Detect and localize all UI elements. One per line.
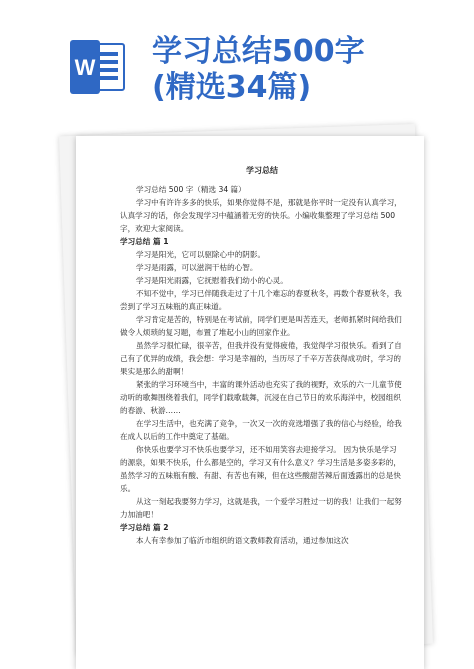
banner-title-line1: 学习总结500字 (152, 34, 365, 69)
paragraph: 你快乐也要学习不快乐也要学习，还不如用笑容去迎接学习。 因为快乐是学习的源泉，如果不快乐，什么都是空的，学习又有什么意义？学习生活是多姿多彩的，虽然学习的五味瓶有酸、有甜、有苦也有辣，但在这些酸甜苦辣后面透露出的总是快乐。 (120, 445, 401, 493)
paragraph: 紧张的学习环境当中，丰富的课外活动也充实了我的视野，欢乐的六一儿童节使动听的歌舞围绕着我们，同学们载歌载舞，沉浸在自己节日的欢乐海洋中，校园组织的春游、秋游…… (120, 380, 402, 415)
paragraph: 从这一刻起我要努力学习，这就是我，一个爱学习胜过一切的我！让我们一起努力加油吧！ (120, 497, 402, 519)
document-page (76, 136, 424, 669)
paragraph: 学习中有许许多多的快乐，如果你觉得不是，那就是你平时一定没有认真学习，认真学习的话，你会发现学习中蕴涵着无穷的快乐。小编收集整理了学习总结 500 字，欢迎大家阅读。 (120, 198, 402, 233)
paragraph: 学习是阳光雨露，它抚慰着我们幼小的心灵。 (136, 276, 288, 285)
paragraph: 学习是阳光，它可以驱除心中的阴影。 (136, 250, 266, 259)
paragraph: 不知不觉中，学习已伴随我走过了十几个难忘的春夏秋冬，再数个春夏秋冬，我尝到了学习五味瓶的真正味道。 (120, 289, 402, 311)
paragraph: 虽然学习很忙碌，很辛苦，但我并没有觉得疲倦，我觉得学习很快乐。看到了自己有了优异的成绩，我会想：学习是幸福的，当历尽了千辛万苦获得成功时，学习的果实是那么的甜啊！ (120, 341, 402, 376)
document-blocks (120, 183, 404, 547)
paragraph: 学习是雨露，可以滋润干枯的心智。 (136, 263, 258, 272)
paragraph: 在学习生活中，也充满了竞争，一次又一次的竞选增强了我的信心与经验，给我在成人以后的工作中奠定了基础。 (120, 419, 402, 441)
banner-title (152, 34, 464, 106)
document-body (120, 164, 404, 547)
section-heading: 学习总结 篇 1 (120, 237, 169, 246)
paragraph: 本人有幸参加了临沂市组织的语文教师教育活动，通过参加这次 (136, 536, 349, 545)
word-logo-letter: W (74, 55, 96, 80)
paragraph: 学习总结 500 字（精选 34 篇） (136, 185, 246, 194)
section-heading: 学习总结 篇 2 (120, 523, 169, 532)
banner (0, 0, 474, 120)
paragraph: 学习肯定是苦的，特别是在考试前，同学们更是叫苦连天，老师抓紧时间给我们做令人烦琐的复习题，布置了堆起小山的回家作业。 (120, 315, 402, 337)
word-icon (66, 36, 128, 98)
document-title: 学习总结 (246, 166, 278, 175)
banner-title-line2: (精选34篇) (152, 70, 312, 105)
